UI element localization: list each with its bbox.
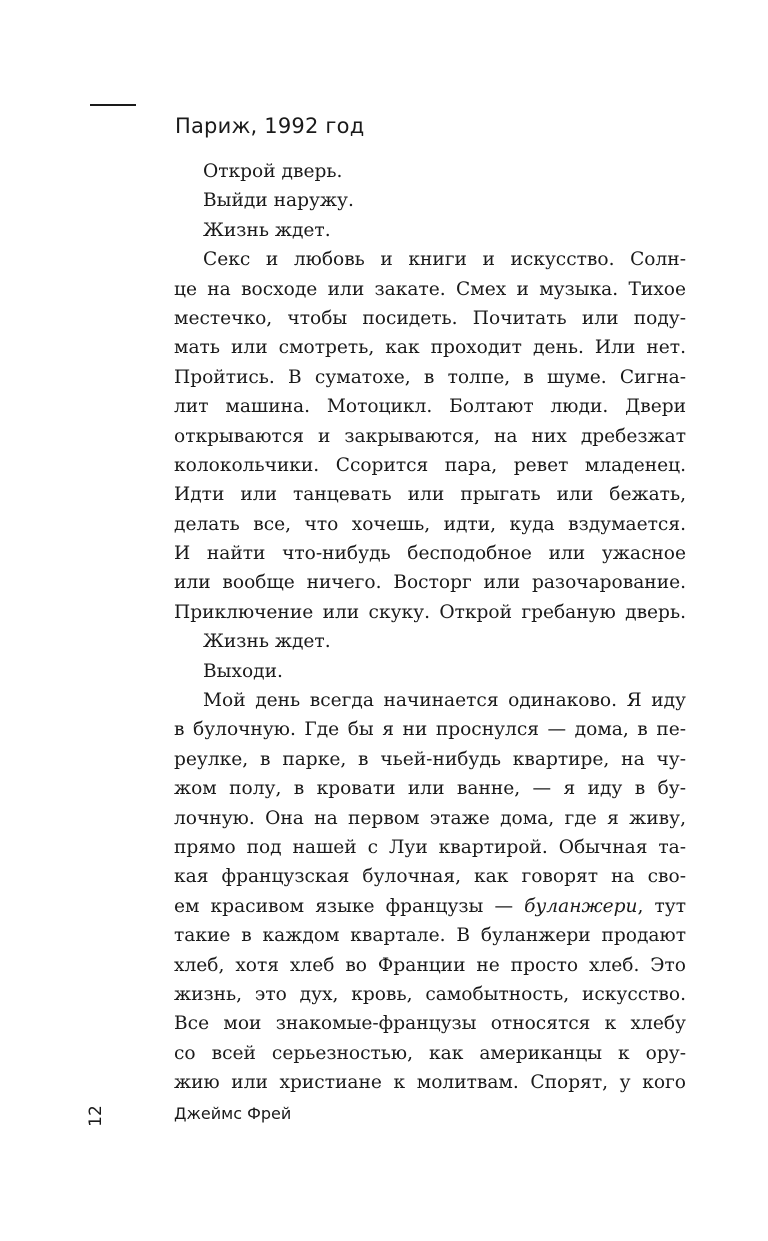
text-line: лит машина. Мотоцикл. Болтают люди. Двери: [174, 396, 686, 418]
text-line: со всей серьезностью, как американцы к ору-: [174, 1042, 686, 1064]
text-line: реулке, в парке, в чьей-нибудь квартире, на чу-: [174, 748, 686, 770]
text-line: Секс и любовь и книги и искусство. Солн-: [203, 249, 686, 271]
text-line: Открой дверь.: [203, 161, 343, 182]
text-line: хлеб, хотя хлеб во Франции не просто хлеб. Это: [174, 954, 686, 976]
text-line: в булочную. Где бы я ни проснулся — дома, в пе-: [174, 719, 686, 741]
text-line: делать все, что хочешь, идти, куда вздумается.: [174, 513, 686, 535]
text-line-with-italic: [174, 892, 686, 921]
text-line: Жизнь ждет.: [203, 219, 331, 241]
text-line: Приключение или скуку. Открой гребаную дверь.: [174, 601, 686, 623]
text-line: Идти или танцевать или прыгать или бежать,: [174, 484, 686, 506]
italic-term: буланжери: [524, 895, 638, 917]
text-line: открываются и закрываются, на них дребезжат: [174, 425, 686, 447]
text-line: Жизнь ждет.: [203, 631, 331, 653]
text-line: жию или христиане к молитвам. Спорят, у кого: [174, 1072, 686, 1094]
body-text: [174, 157, 686, 1098]
text-line: лочную. Она на первом этаже дома, где я живу,: [174, 807, 686, 829]
text-line: или вообще ничего. Восторг или разочарование.: [174, 572, 686, 594]
text-line: Выходи.: [203, 660, 283, 682]
page-number: 12: [86, 1105, 106, 1127]
text-line: Выйди наружу.: [203, 190, 354, 212]
text-fragment: ем красивом языке французы —: [174, 895, 525, 917]
text-line: прямо под нашей с Луи квартирой. Обычная та-: [174, 836, 686, 858]
text-line: такие в каждом квартале. В буланжери продают: [174, 925, 686, 947]
running-footer-author: Джеймс Фрей: [174, 1104, 292, 1123]
text-line: Все мои знакомые-французы относятся к хлебу: [174, 1013, 686, 1035]
text-line: Пройтись. В суматохе, в толпе, в шуме. Сигна-: [174, 366, 686, 388]
text-line: Мой день всегда начинается одинаково. Я иду: [203, 690, 686, 712]
text-line: мать или смотреть, как проходит день. Или нет.: [174, 337, 686, 359]
text-line: колокольчики. Ссорится пара, ревет младенец.: [174, 454, 686, 476]
text-line: местечко, чтобы посидеть. Почитать или поду-: [174, 307, 686, 329]
text-line: жом полу, в кровати или ванне, — я иду в бу-: [174, 778, 686, 800]
text-fragment: , тут: [637, 895, 686, 917]
text-line: жизнь, это дух, кровь, самобытность, искусство.: [174, 983, 686, 1005]
text-line: це на восходе или закате. Смех и музыка. Тихое: [174, 278, 686, 300]
chapter-rule: [90, 104, 136, 106]
text-line: И найти что-нибудь бесподобное или ужасное: [174, 543, 686, 565]
chapter-title: Париж, 1992 год: [175, 114, 365, 138]
text-line: кая французская булочная, как говорят на сво-: [174, 866, 686, 888]
